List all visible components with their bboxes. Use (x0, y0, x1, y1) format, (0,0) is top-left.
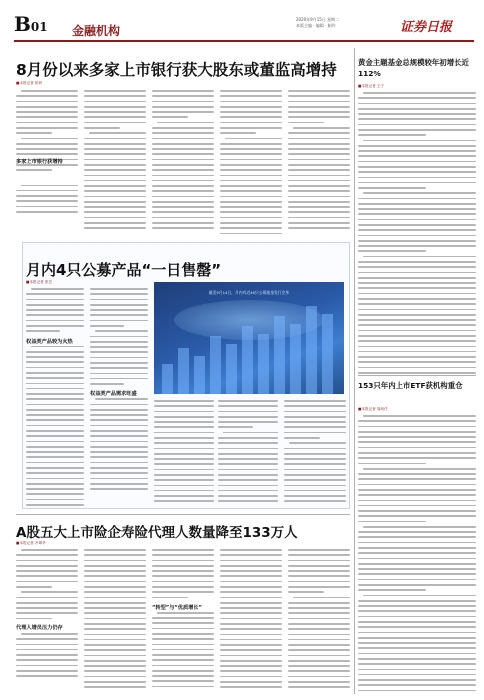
bottom-col-1 (16, 549, 78, 695)
masthead (0, 0, 484, 42)
lead-col-3 (152, 90, 214, 238)
lead-byline: ■本报记者 彭妍 (16, 81, 43, 85)
lead-headline: 8月份以来多家上市银行获大股东或董监高增持 (16, 61, 337, 79)
page-code: B (14, 12, 31, 36)
masthead-editors: 本版主编 · 编辑 · 制作 (296, 23, 336, 28)
side-col-1 (358, 92, 476, 374)
section-title: 金融机构 (72, 24, 121, 38)
masthead-meta (296, 17, 396, 29)
subhead-equity-demand: 权益类产品需求旺盛 (90, 391, 137, 397)
bottom-col-3 (152, 549, 214, 695)
feature-col-5 (284, 400, 346, 506)
feature-col-4 (218, 400, 278, 506)
subhead-agent-pressure: 代理人增员压力仍存 (16, 625, 63, 631)
bottom-byline: ■本报记者 冷翠华 (16, 541, 46, 545)
masthead-date: 2020年9月15日 星期二 (296, 17, 340, 22)
bottom-col-2 (84, 549, 146, 695)
feature-col-3 (154, 400, 214, 506)
masthead-rule (14, 40, 474, 42)
sidebar-divider (354, 48, 355, 694)
feature-col-2 (90, 288, 148, 506)
side-col-2 (358, 415, 476, 693)
bottom-separator (16, 514, 350, 515)
side-byline: ■本报记者 王宁 (358, 84, 385, 88)
paper-logo: 证券日报 (400, 20, 453, 35)
subhead-transformation: “转型”与“优质增长” (152, 605, 202, 611)
bottom-col-5 (288, 549, 350, 695)
feature-headline: 月内4只公募产品“一日售罄” (26, 261, 222, 279)
side-headline-etf: 153只年内上市ETF获机构重仓 (358, 381, 463, 390)
bottom-col-4 (220, 549, 282, 695)
lead-col-5 (288, 90, 350, 238)
feature-photo (154, 282, 344, 394)
photo-caption: 截至9月14日，月内有近40只公募基金发行完毕 (208, 290, 290, 295)
page-number (14, 14, 48, 37)
feature-col-1 (26, 288, 84, 506)
lead-col-4 (220, 90, 282, 238)
side-separator (358, 375, 476, 376)
lead-col-2 (84, 90, 146, 238)
side-headline-gold-fund: 黄金主题基金总规模较年初增长近112% (358, 58, 469, 78)
etf-byline: ■本报记者 周尚伃 (358, 407, 388, 411)
bottom-headline: A股五大上市险企寿险代理人数量降至133万人 (16, 525, 298, 541)
subhead-equity-hot: 权益类产品较为火热 (26, 339, 73, 345)
page-num: 01 (30, 20, 48, 34)
feature-byline: ■本报记者 张芸 (26, 280, 53, 284)
subhead-bank-increase: 多家上市银行获增持 (16, 159, 63, 165)
